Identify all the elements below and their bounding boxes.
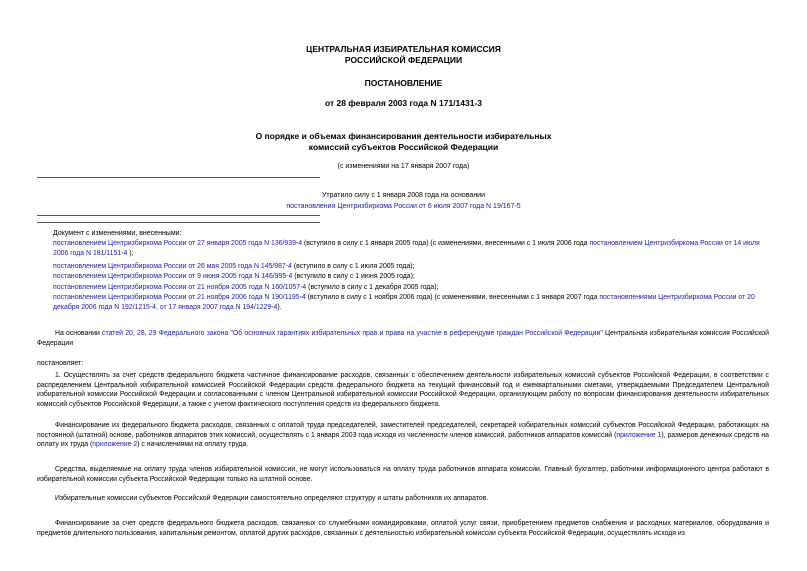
- org-name-line1: ЦЕНТРАЛЬНАЯ ИЗБИРАТЕЛЬНАЯ КОМИССИЯ: [306, 44, 501, 54]
- paragraph-4: Избирательные комиссии субъектов Российской Федерации самостоятельно определяют структуру и штаты работников их аппаратов.: [55, 495, 489, 502]
- amendment-item: постановлением Центризбиркома России от 26 мая 2005 года N 145/987-4 (вступило в силу с 1 июля 2005 года);: [53, 263, 415, 270]
- changes-note: (с изменениями на 17 января 2007 года): [337, 163, 470, 170]
- appendix-1-link[interactable]: приложение 1: [616, 431, 662, 439]
- doc-date: от 28 февраля 2003 года N 171/1431-3: [324, 98, 482, 108]
- amendment-link[interactable]: постановлением Центризбиркома России от 27 января 2005 года N 136/939-4: [53, 240, 303, 247]
- doc-type: ПОСТАНОВЛЕНИЕ: [364, 78, 443, 88]
- divider: [37, 222, 320, 223]
- amendment-link[interactable]: постановлением Центризбиркома России от 9 июня 2005 года N 146/995-4: [53, 273, 293, 280]
- expired-link[interactable]: постановления Центризбиркома России от 6 июля 2007 года N 19/167-5: [286, 203, 521, 210]
- amendment-link[interactable]: постановлением Центризбиркома России от 14 июля 2006 года N 181/1151-4: [53, 240, 760, 257]
- law-link[interactable]: статей 20, 28, 29 Федерального закона "Об основных гарантиях избирательных прав и права на участие в референдуме граждан Российской Федерации": [102, 330, 603, 337]
- doc-title-line1: О порядке и объемах финансирования деятельности избирательных: [255, 131, 552, 141]
- amendment-item: постановлением Центризбиркома России от 27 января 2005 года N 136/939-4 (вступило в силу с 1 января 2005 года) (с изменениями, внесенными с 1 июля 2006 года постановлением Центризбиркома России от 14 июля 2006 года N 181/1151-4 );: [53, 240, 760, 257]
- amendment-link[interactable]: постановлением Центризбиркома России от 26 мая 2005 года N 145/987-4: [53, 263, 292, 270]
- amendment-link[interactable]: постановлением Центризбиркома России от 21 ноября 2005 года N 160/1057-4: [53, 284, 307, 291]
- decrees-label: постановляет:: [37, 360, 84, 367]
- amendment-item: постановлением Центризбиркома России от 9 июня 2005 года N 146/995-4 (вступило в силу с 1 июня 2005 года);: [53, 273, 415, 280]
- divider: [37, 177, 320, 178]
- amendments-intro: Документ с изменениями, внесенными:: [53, 230, 182, 237]
- amendment-link[interactable]: постановлением Центризбиркома России от 21 ноября 2006 года N 190/1195-4: [53, 294, 306, 301]
- paragraph-1: 1. Осуществлять за счет средств федерального бюджета частичное финансирование расходов, связанных с обеспечением деятельности избирательных комиссий субъектов Российской Федерации, в соответствии с распределением Центральной избирательной комиссией Российской Федерации средств федерального бюджета на текущий финансовый год и ежеквартальными сметами, утверждаемыми Председателем Центральной избирательной комиссии Российской Федерации и согласованными с членом Центральной избирательной комиссии Российской Федерации, организующим работу по вопросам финансирования деятельности избирательных комиссий субъектов Российской Федерации, а также с учетом фактического поступления средств из федерального бюджета.: [37, 372, 769, 408]
- amendment-item: постановлением Центризбиркома России от 21 ноября 2006 года N 190/1195-4 (вступило в силу с 1 ноября 2006 года) (с изменениями, внесенными с 1 января 2007 года постановлениями Центризбиркома России от 20 декабря 2006 года N 192/1215-4, от 17 января 2007 года N 194/1229-4).: [53, 294, 755, 311]
- paragraph-2: Финансирование из федерального бюджета расходов, связанных с оплатой труда председателей, заместителей председателей, секретарей избирательных комиссий субъектов Российской Федерации, работающих на постоянной (штатной) основе, работников аппаратов этих комиссий, осуществлять с 1 января 2003 года исходя из численности членов комиссий, работников аппаратов комиссий (приложение 1), размеров денежных средств на оплату их труда (приложение 2) с начислениями на оплату труда.: [37, 422, 769, 449]
- basis-paragraph: На основании статей 20, 28, 29 Федерального закона "Об основных гарантиях избирательных прав и права на участие в референдуме граждан Российской Федерации" Центральная избирательная комиссия Российской Федерации: [37, 330, 769, 347]
- expired-note: Утратило силу с 1 января 2008 года на основании: [321, 192, 486, 199]
- appendix-2-link[interactable]: приложение 2: [92, 441, 138, 449]
- paragraph-3: Средства, выделяемые на оплату труда членов избирательной комиссии, не могут использоваться на оплату труда работников аппарата комиссии. Главный бухгалтер, работники информационного центра работают в избирательной комиссии субъекта Российской Федерации только на штатной основе.: [37, 466, 769, 483]
- amendment-link[interactable]: постановлениями Центризбиркома России от 20 декабря 2006 года N 192/1215-4, от 17 января 2007 года N 194/1229-4: [53, 294, 755, 311]
- divider: [37, 215, 320, 216]
- doc-title-line2: комиссий субъектов Российской Федерации: [308, 142, 499, 152]
- paragraph-5: Финансирование за счет средств федерального бюджета расходов, связанных со служебными командировками, оплатой услуг связи, приобретением предметов снабжения и расходных материалов, оборудования и предметов длительного пользования, капитальным ремонтом, оплатой других расходов, связанных с деятельностью избирательной комиссии субъекта Российской Федерации, осуществлять исходя из: [37, 520, 769, 537]
- amendment-item: постановлением Центризбиркома России от 21 ноября 2005 года N 160/1057-4 (вступило в силу с 1 декабря 2005 года);: [53, 284, 439, 291]
- org-name-line2: РОССИЙСКОЙ ФЕДЕРАЦИИ: [344, 55, 463, 65]
